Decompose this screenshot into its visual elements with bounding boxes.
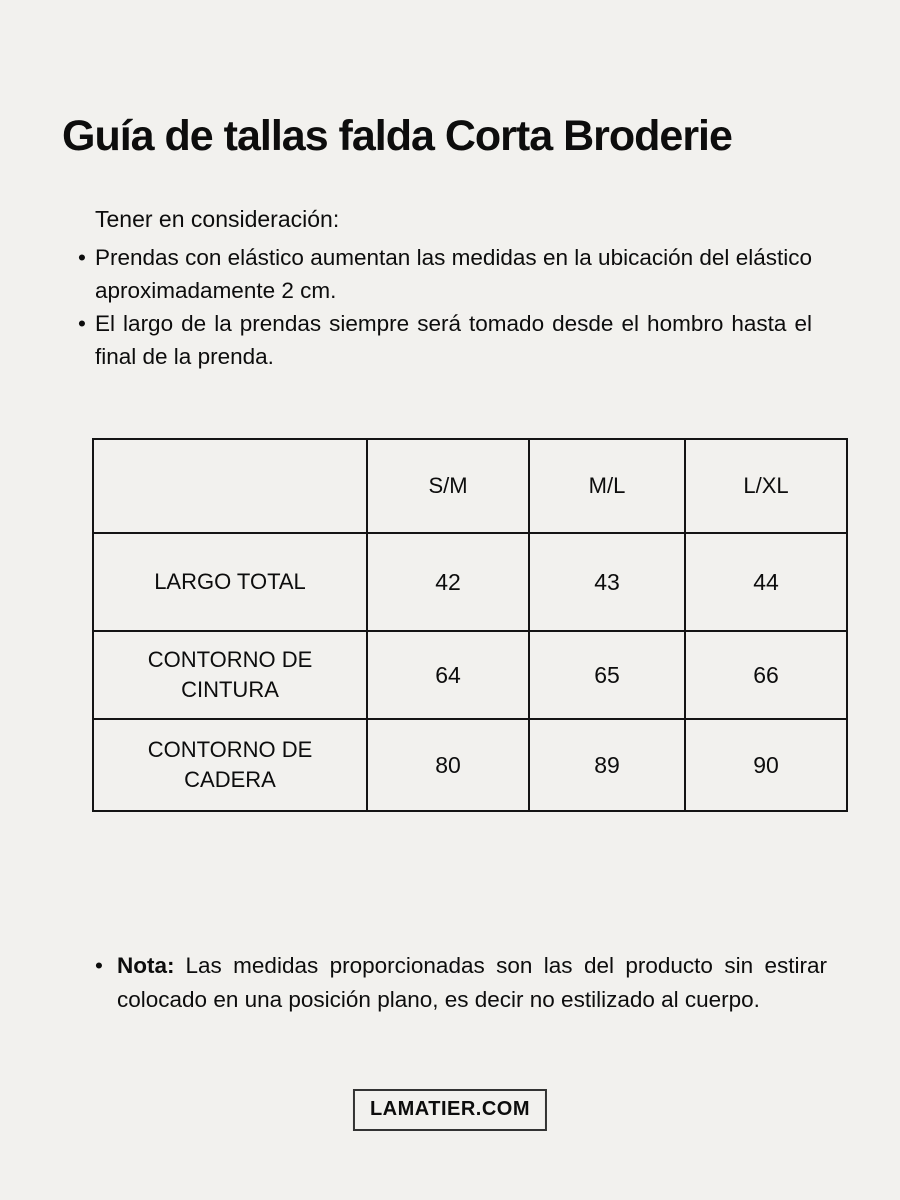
- note-text: Las medidas proporcionadas son las del producto sin estirar colocado en una posición plano, es decir no estilizado al cuerpo.: [117, 953, 827, 1012]
- row-label-text: CONTORNO DE CINTURA: [147, 647, 313, 702]
- table-header-row: [93, 439, 847, 533]
- row-label-largo-total: [93, 533, 367, 631]
- column-header-sm: S/M: [367, 439, 529, 533]
- considerations-list: [78, 241, 812, 373]
- cell-value: 89: [529, 719, 685, 811]
- table-row: [93, 631, 847, 719]
- cell-value: 42: [367, 533, 529, 631]
- row-label-contorno-cintura: [93, 631, 367, 719]
- table-row: [93, 533, 847, 631]
- row-label-text: LARGO TOTAL: [154, 569, 306, 594]
- cell-value: 80: [367, 719, 529, 811]
- cell-value: 64: [367, 631, 529, 719]
- cell-value: 90: [685, 719, 847, 811]
- table-row: [93, 719, 847, 811]
- cell-value: 65: [529, 631, 685, 719]
- cell-value: 44: [685, 533, 847, 631]
- page-title: Guía de tallas falda Corta Broderie: [62, 112, 732, 160]
- column-header-lxl: L/XL: [685, 439, 847, 533]
- table-corner-cell: [93, 439, 367, 533]
- size-table: [92, 438, 848, 812]
- row-label-contorno-cadera: [93, 719, 367, 811]
- list-item: • El largo de la prendas siempre será tomado desde el hombro hasta el final de la prenda.: [78, 307, 812, 373]
- cell-value: 43: [529, 533, 685, 631]
- note-paragraph: [95, 949, 827, 1016]
- column-header-ml: M/L: [529, 439, 685, 533]
- brand-badge: LAMATIER.COM: [353, 1089, 547, 1131]
- row-label-text: CONTORNO DE CADERA: [147, 737, 313, 792]
- cell-value: 66: [685, 631, 847, 719]
- list-item: • Prendas con elástico aumentan las medidas en la ubicación del elástico aproximadamente 2 cm.: [78, 241, 812, 307]
- intro-text: Tener en consideración:: [95, 206, 340, 232]
- note-label: Nota:: [117, 953, 175, 978]
